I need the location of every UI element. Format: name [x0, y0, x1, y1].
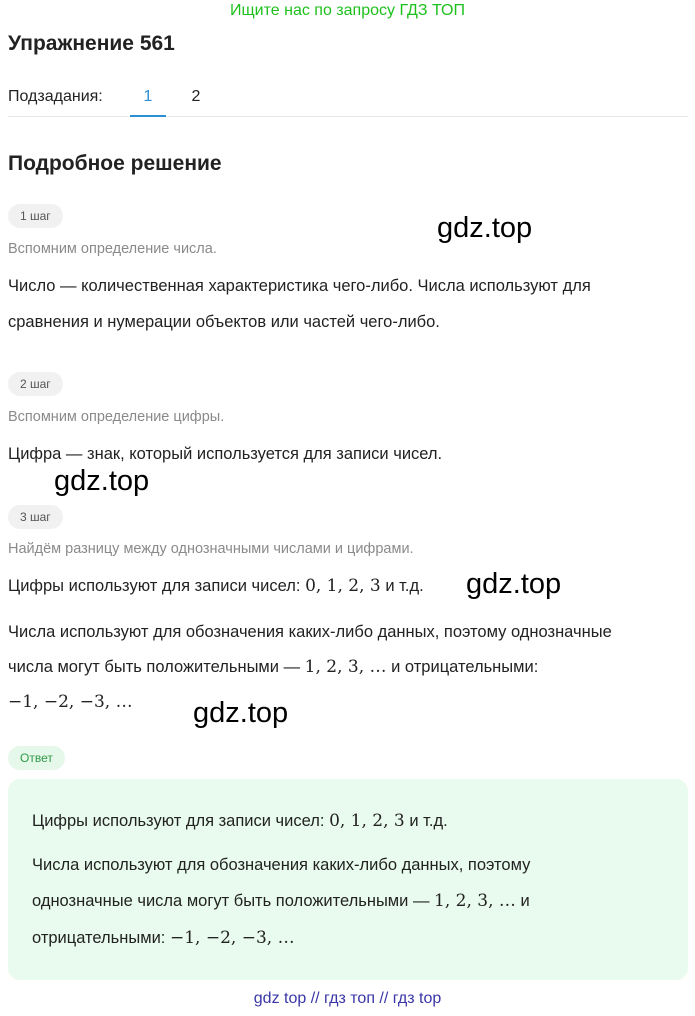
answer-line-1-end: и т.д. [404, 812, 448, 830]
step-text-3-line-3 [8, 649, 688, 685]
top-promo-link[interactable]: Ищите нас по запросу ГДЗ ТОП [230, 2, 465, 19]
subtask-tab-1[interactable]: 1 [130, 88, 166, 117]
step-text-3-line-1-end: и т.д. [380, 577, 424, 595]
step-text-3-line-1-text: Цифры используют для записи чисел: [8, 577, 306, 595]
answer-digits-formula: 0, 1, 2, 3 [329, 811, 405, 831]
step-badge-2: 2 шаг [8, 372, 63, 396]
answer-positive-formula: 1, 2, 3, … [434, 891, 516, 911]
step-text-2-line-1: Цифра — знак, который используется для записи чисел. [8, 445, 443, 463]
step-hint-3: Найдём разницу между однозначными числами и цифрами. [8, 541, 414, 557]
answer-line-3 [32, 883, 672, 919]
answer-box [8, 779, 688, 980]
watermark-4: gdz.top [193, 697, 289, 729]
subtask-tab-2[interactable]: 2 [191, 88, 201, 105]
step-badge-3: 3 шаг [8, 505, 63, 529]
answer-line-1-text: Цифры используют для записи чисел: [32, 812, 330, 830]
watermark-1: gdz.top [437, 212, 533, 244]
step-text-1-line-2: сравнения и нумерации объектов или частей чего-либо. [8, 313, 440, 331]
digits-formula: 0, 1, 2, 3 [305, 576, 381, 596]
step-badge-1: 1 шаг [8, 204, 63, 228]
subtasks-label: Подзадания: [8, 88, 103, 105]
step-text-3-line-2: Числа используют для обозначения каких-либо данных, поэтому однозначные [8, 623, 612, 641]
exercise-title: Упражнение 561 [8, 32, 175, 55]
answer-line-4-text: отрицательными: [32, 929, 170, 947]
solution-title: Подробное решение [8, 152, 222, 175]
step-text-3-line-3-end: и отрицательными: [386, 658, 539, 676]
step-hint-1: Вспомним определение числа. [8, 241, 217, 257]
footer-links[interactable]: gdz top // гдз топ // гдз top [253, 990, 442, 1007]
answer-line-4 [32, 920, 672, 956]
answer-negative-formula: −1, −2, −3, … [169, 928, 295, 948]
subtasks-bar [8, 84, 688, 117]
watermark-3: gdz.top [466, 568, 562, 600]
step-text-3-line-4 [8, 684, 688, 720]
watermark-2: gdz.top [54, 465, 150, 497]
answer-line-2: Числа используют для обозначения каких-либо данных, поэтому [32, 856, 531, 874]
step-text-3-line-3-text: числа могут быть положительными — [8, 658, 305, 676]
answer-badge: Ответ [8, 746, 65, 770]
negative-numbers-formula: −1, −2, −3, … [8, 692, 133, 712]
step-text-1-line-1: Число — количественная характеристика чего-либо. Числа используют для [8, 277, 591, 295]
answer-line-3-text: однозначные числа могут быть положительными — [32, 892, 435, 910]
step-hint-2: Вспомним определение цифры. [8, 409, 225, 425]
step-text-3-line-1 [8, 568, 688, 604]
answer-line-3-end: и [515, 892, 530, 910]
positive-numbers-formula: 1, 2, 3, … [304, 657, 387, 677]
answer-line-1 [32, 803, 672, 839]
